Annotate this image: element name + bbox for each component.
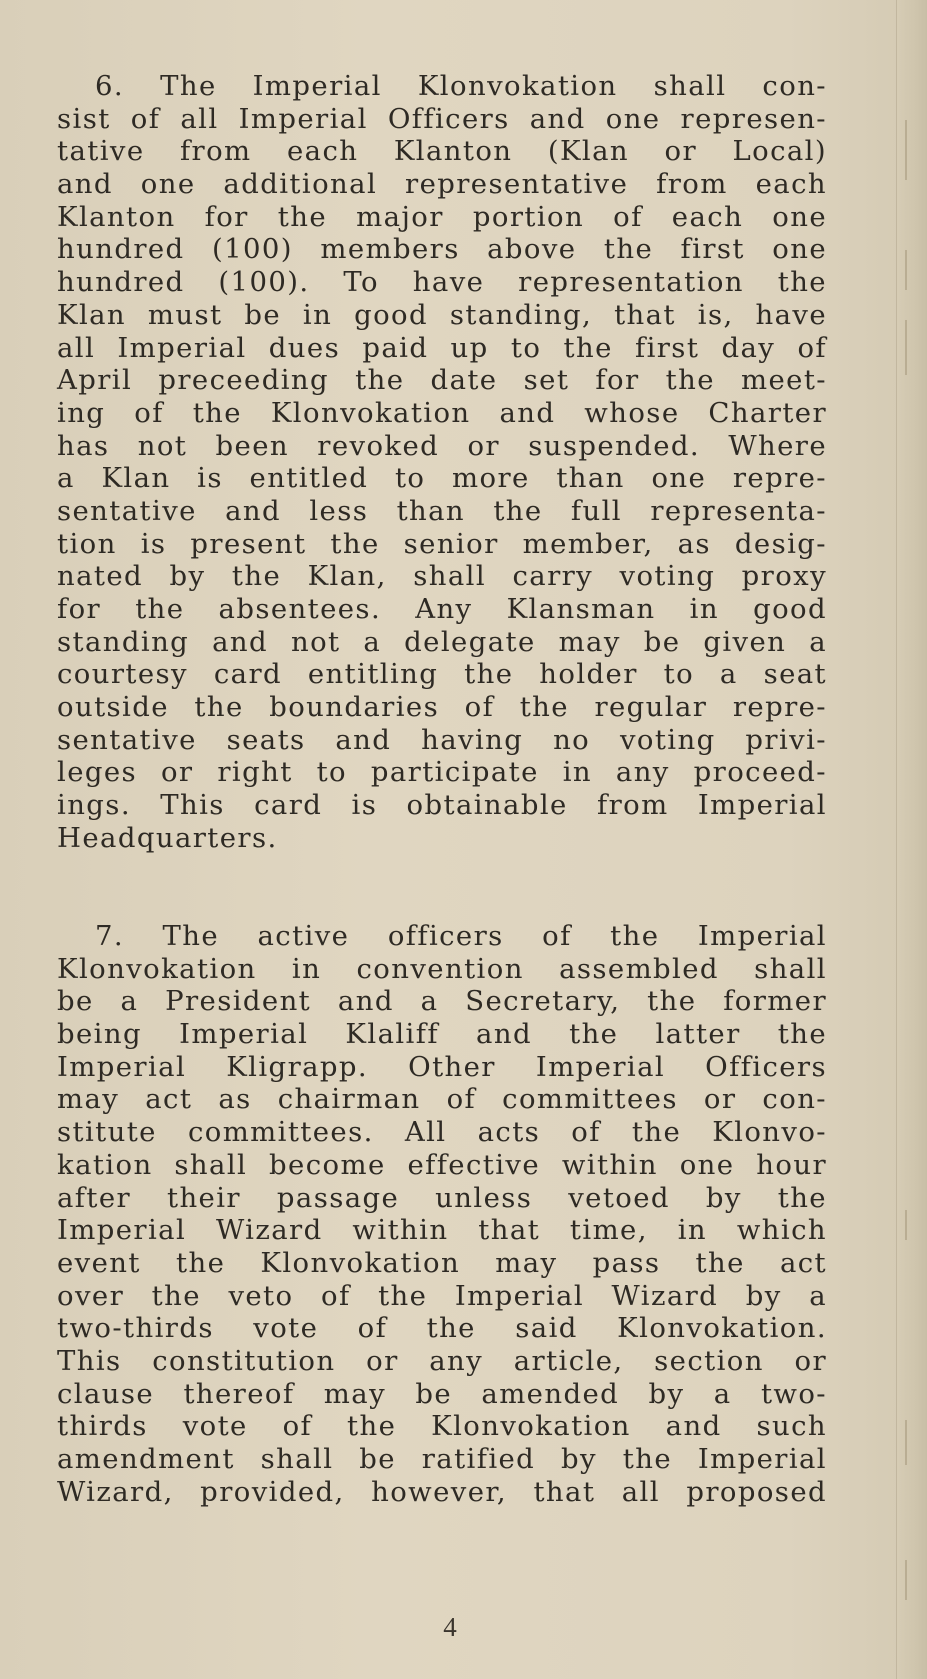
text-line: standing and not a delegate may be given a [57, 625, 827, 658]
text-line: 7. The active officers of the Imperial [95, 920, 827, 952]
text-line: 6. The Imperial Klonvokation shall con- [95, 70, 827, 102]
text-line: amendment shall be ratified by the Imperial [57, 1443, 827, 1475]
text-line: thirds vote of the Klonvokation and such [57, 1410, 827, 1443]
text-line: Klanton for the major portion of each one [57, 200, 827, 233]
text-line: two-thirds vote of the said Klonvokation. [57, 1312, 827, 1345]
text-line: leges or right to participate in any proceed- [57, 756, 827, 789]
paragraph-section-6 [57, 70, 827, 855]
text-line: all Imperial dues paid up to the first day of [57, 331, 827, 364]
text-line: courtesy card entitling the holder to a seat [57, 658, 827, 691]
text-line: nated by the Klan, shall carry voting proxy [57, 560, 827, 593]
text-line: Headquarters. [57, 821, 278, 854]
text-line: tative from each Klanton (Klan or Local) [57, 135, 827, 168]
text-line: ing of the Klonvokation and whose Charter [57, 396, 827, 429]
text-line: a Klan is entitled to more than one repre- [57, 462, 827, 495]
text-line: Wizard, provided, however, that all proposed [57, 1475, 827, 1508]
text-line: sentative seats and having no voting privi- [57, 723, 827, 756]
text-line: after their passage unless vetoed by the [57, 1181, 827, 1214]
text-line: clause thereof may be amended by a two- [57, 1377, 827, 1410]
text-line: Klan must be in good standing, that is, have [57, 298, 827, 331]
text-line: being Imperial Klaliff and the latter the [57, 1018, 827, 1051]
text-line: hundred (100). To have representation the [57, 266, 827, 299]
text-line: stitute committees. All acts of the Klonvo- [57, 1116, 827, 1149]
text-line: for the absentees. Any Klansman in good [57, 593, 827, 625]
text-line: over the veto of the Imperial Wizard by a [57, 1279, 827, 1312]
text-line: sentative and less than the full representa- [57, 494, 827, 527]
text-line: Imperial Kligrapp. Other Imperial Officers [57, 1050, 827, 1083]
text-line: April preceeding the date set for the meet- [57, 364, 827, 397]
text-line: Klonvokation in convention assembled shall [57, 952, 827, 985]
text-line: ings. This card is obtainable from Imperial [57, 789, 827, 822]
text-line: This constitution or any article, section or [57, 1344, 827, 1377]
text-line: hundred (100) members above the first one [57, 233, 827, 266]
page-number: 4 [443, 1612, 457, 1642]
text-line: be a President and a Secretary, the former [57, 985, 827, 1018]
text-line: event the Klonvokation may pass the act [57, 1246, 827, 1279]
text-line: has not been revoked or suspended. Where [57, 429, 827, 462]
text-line: kation shall become effective within one hour [57, 1148, 827, 1181]
text-line: outside the boundaries of the regular repre- [57, 691, 827, 724]
text-line: may act as chairman of committees or con- [57, 1083, 827, 1116]
page-binding-edge [896, 0, 927, 1679]
text-line: tion is present the senior member, as desig- [57, 527, 827, 560]
text-line: Imperial Wizard within that time, in which [57, 1214, 827, 1247]
text-line: sist of all Imperial Officers and one represen- [57, 102, 827, 135]
paragraph-section-7 [57, 920, 827, 1508]
text-line: and one additional representative from each [57, 168, 827, 201]
